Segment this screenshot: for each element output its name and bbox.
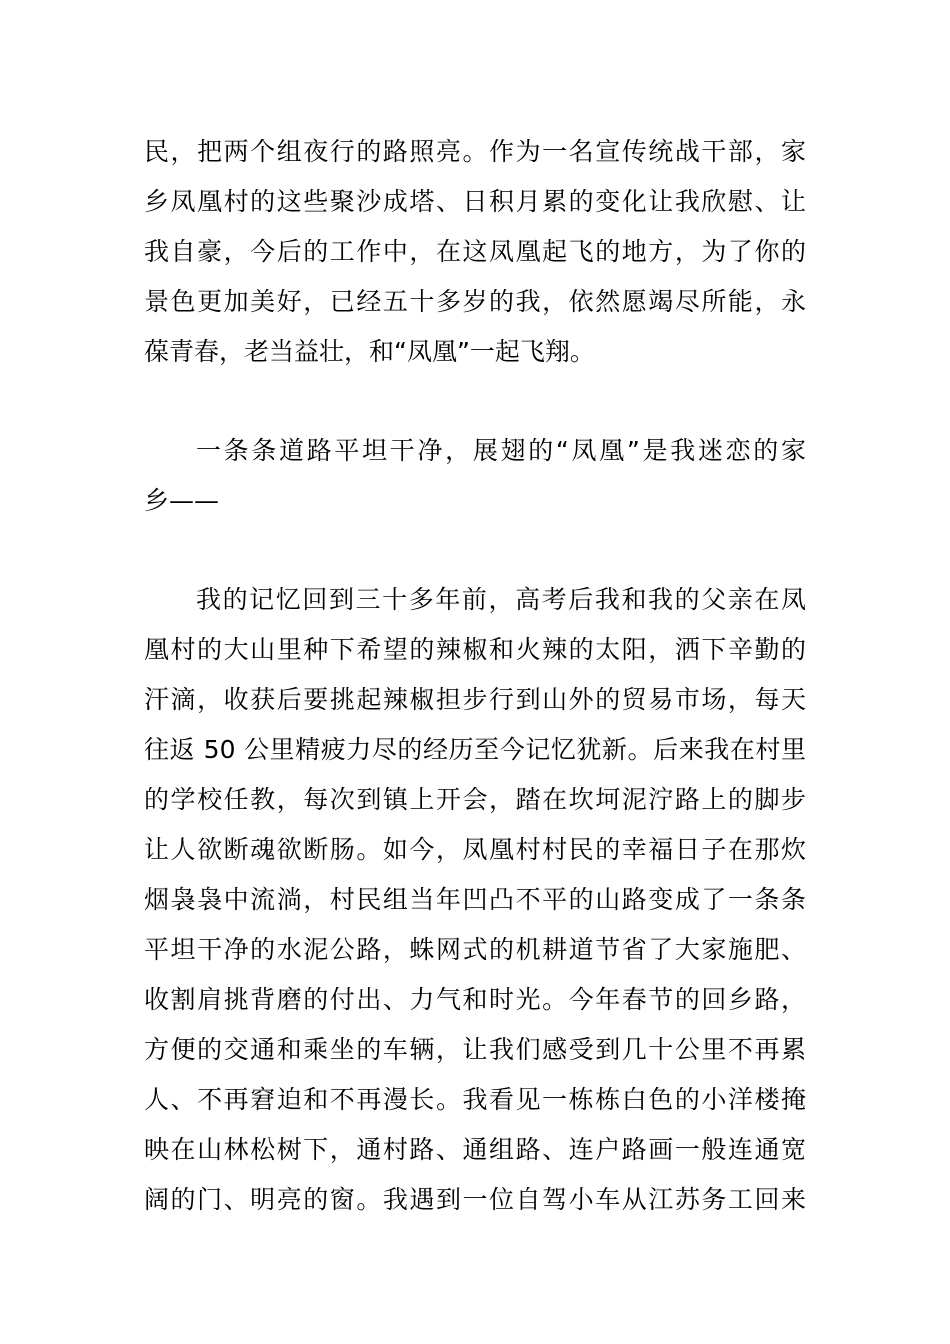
paragraph-3-line-11: 人、不再窘迫和不再漫长。我看见一栋栋白色的小洋楼掩 bbox=[144, 1085, 806, 1114]
paragraph-3-line-3: 汗滴，收获后要挑起辣椒担步行到山外的贸易市场，每天 bbox=[144, 685, 806, 714]
paragraph-1-line-1: 民，把两个组夜行的路照亮。作为一名宣传统战干部，家 bbox=[144, 137, 806, 166]
paragraph-3-line-9: 收割肩挑背磨的付出、力气和时光。今年春节的回乡路， bbox=[144, 985, 806, 1014]
paragraph-3-line-5: 的学校任教，每次到镇上开会，踏在坎坷泥泞路上的脚步 bbox=[144, 785, 806, 814]
paragraph-3-line-2: 凰村的大山里种下希望的辣椒和火辣的太阳，洒下辛勤的 bbox=[144, 635, 806, 664]
paragraph-3-line-1: 我的记忆回到三十多年前，高考后我和我的父亲在凤 bbox=[196, 585, 806, 614]
paragraph-3-line-6: 让人欲断魂欲断肠。如今，凤凰村村民的幸福日子在那炊 bbox=[144, 835, 806, 864]
paragraph-3-line-10: 方便的交通和乘坐的车辆，让我们感受到几十公里不再累 bbox=[144, 1035, 806, 1064]
paragraph-1-line-2: 乡凤凰村的这些聚沙成塔、日积月累的变化让我欣慰、让 bbox=[144, 187, 806, 216]
paragraph-3-line-4: 往返 50 公里精疲力尽的经历至今记忆犹新。后来我在村里 bbox=[144, 735, 806, 764]
paragraph-3-line-12: 映在山林松树下，通村路、通组路、连户路画一般连通宽 bbox=[144, 1135, 806, 1164]
paragraph-1-line-5: 葆青春，老当益壮，和“凤凰”一起飞翔。 bbox=[144, 337, 595, 366]
paragraph-3-line-13: 阔的门、明亮的窗。我遇到一位自驾小车从江苏务工回来 bbox=[144, 1185, 806, 1214]
paragraph-2-line-1: 一条条道路平坦干净，展翅的“凤凰”是我迷恋的家 bbox=[196, 436, 806, 465]
paragraph-2-line-2: 乡—— bbox=[144, 486, 220, 515]
paragraph-3-line-8: 平坦干净的水泥公路，蛛网式的机耕道节省了大家施肥、 bbox=[144, 935, 806, 964]
paragraph-1-line-3: 我自豪，今后的工作中，在这凤凰起飞的地方，为了你的 bbox=[144, 237, 806, 266]
paragraph-3-line-7: 烟袅袅中流淌，村民组当年凹凸不平的山路变成了一条条 bbox=[144, 885, 806, 914]
paragraph-1-line-4: 景色更加美好，已经五十多岁的我，依然愿竭尽所能，永 bbox=[144, 287, 806, 316]
